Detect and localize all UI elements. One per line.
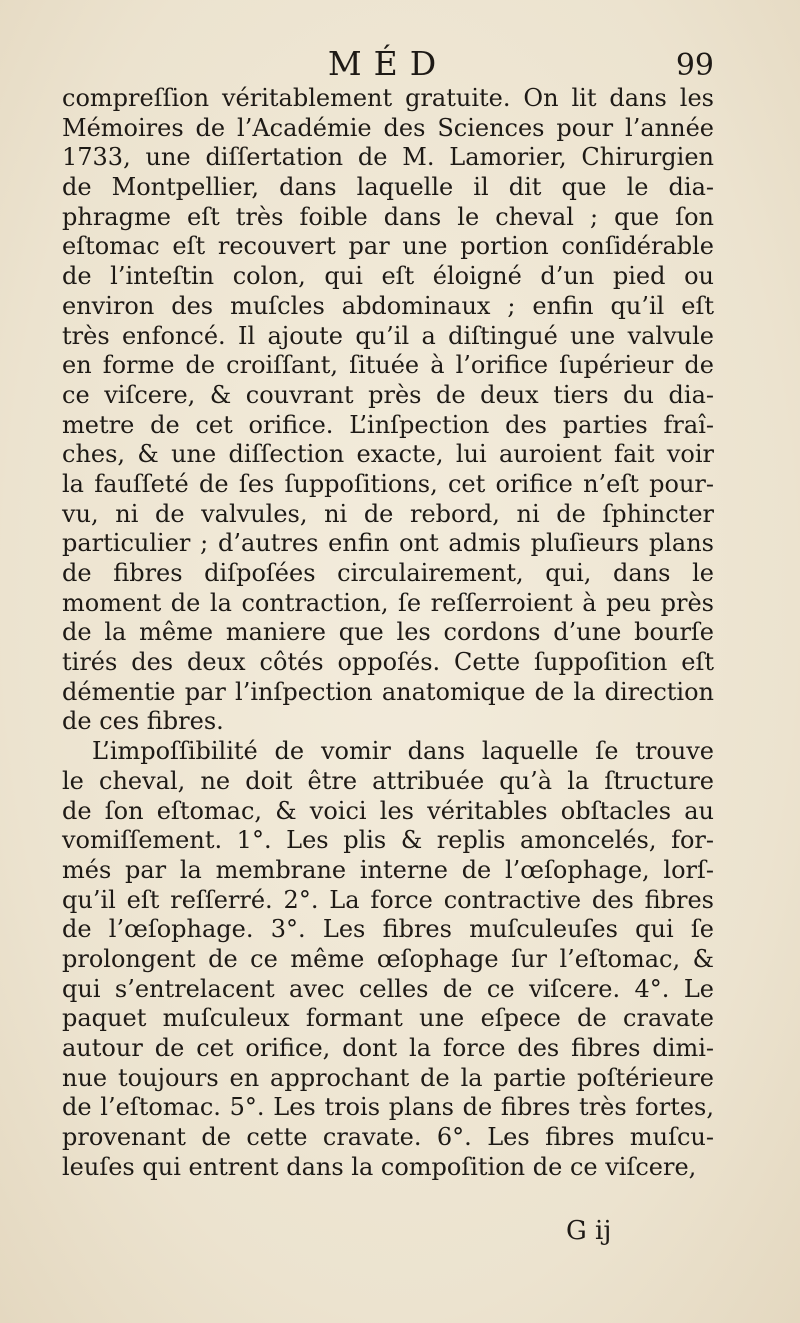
text-line: le cheval, ne doit être attribuée qu’à la ſtructure <box>62 766 714 795</box>
text-line: metre de cet orifice. L’inſpection des parties fraî- <box>62 410 714 439</box>
page-number: 99 <box>675 48 714 83</box>
text-line: 1733, une diſſertation de M. Lamorier, Chirurgien <box>62 143 714 172</box>
text-line: paquet muſculeux formant une eſpece de cravate <box>62 1004 714 1033</box>
text-line: de ces fibres. <box>62 707 224 736</box>
text-line: particulier ; d’autres enfin ont admis pluſieurs plans <box>62 529 714 558</box>
text-line: qui s’entrelacent avec celles de ce viſcere. 4°. Le <box>62 974 714 1003</box>
text-line: de la même maniere que les cordons d’une bourſe <box>62 618 714 647</box>
signature-mark: G ij <box>566 1216 612 1246</box>
text-line: nue toujours en approchant de la partie poſtérieure <box>62 1063 714 1092</box>
text-line: Mémoires de l’Académie des Sciences pour l’année <box>62 113 714 142</box>
text-line: de ſon eſtomac, & voici les véritables obſtacles au <box>62 796 714 825</box>
body-text <box>62 84 714 1182</box>
text-line: vomiſſement. 1°. Les plis & replis amoncelés, for- <box>62 826 714 855</box>
text-line: eſtomac eſt recouvert par une portion conſidérable <box>62 232 714 261</box>
text-line: la fauſſeté de ſes ſuppoſitions, cet orifice n’eſt pour- <box>62 469 714 498</box>
text-line: tirés des deux côtés oppoſés. Cette ſuppoſition eſt <box>62 648 714 677</box>
text-line: en forme de croiſſant, ſituée à l’orifice ſupérieur de <box>62 351 714 380</box>
text-line: provenant de cette cravate. 6°. Les fibres muſcu- <box>62 1123 714 1152</box>
text-line: L’impoſſibilité de vomir dans laquelle ſe trouve <box>92 737 714 766</box>
text-line: de l’œſophage. 3°. Les fibres muſculeuſes qui ſe <box>62 915 714 944</box>
page-header <box>62 44 714 84</box>
text-line: de fibres diſpoſées circulairement, qui, dans le <box>62 559 714 587</box>
text-line: environ des muſcles abdominaux ; enfin qu’il eſt <box>62 291 714 320</box>
text-line: qu’il eſt reſſerré. 2°. La force contractive des fibres <box>62 885 714 914</box>
text-line: prolongent de ce même œſophage ſur l’eſtomac, & <box>62 944 714 973</box>
text-line: vu, ni de valvules, ni de rebord, ni de ſphincter <box>62 499 714 528</box>
text-line: autour de cet orifice, dont la force des fibres dimi- <box>62 1034 714 1062</box>
text-line: moment de la contraction, ſe reſſerroient à peu près <box>62 588 714 617</box>
text-line: leuſes qui entrent dans la compoſition de ce viſcere, <box>62 1152 697 1181</box>
text-line: compreſſion véritablement gratuite. On lit dans les <box>62 84 714 112</box>
text-line: ches, & une diſſection exacte, lui auroient fait voir <box>62 440 714 469</box>
text-line: de Montpellier, dans laquelle il dit que le dia- <box>62 173 714 202</box>
text-line: très enfoncé. Il ajoute qu’il a diſtingué une valvule <box>62 321 714 350</box>
text-line: ce viſcere, & couvrant près de deux tiers du dia- <box>62 380 714 409</box>
text-line: de l’inteſtin colon, qui eſt éloigné d’un pied ou <box>62 262 714 291</box>
text-line: démentie par l’inſpection anatomique de la direction <box>62 677 714 706</box>
text-line: més par la membrane interne de l’œſophage, lorſ- <box>62 855 714 884</box>
running-head: MÉD <box>327 44 449 83</box>
text-line: phragme eſt très foible dans le cheval ; que ſon <box>62 202 714 231</box>
text-line: de l’eſtomac. 5°. Les trois plans de fibres très fortes, <box>62 1093 714 1122</box>
